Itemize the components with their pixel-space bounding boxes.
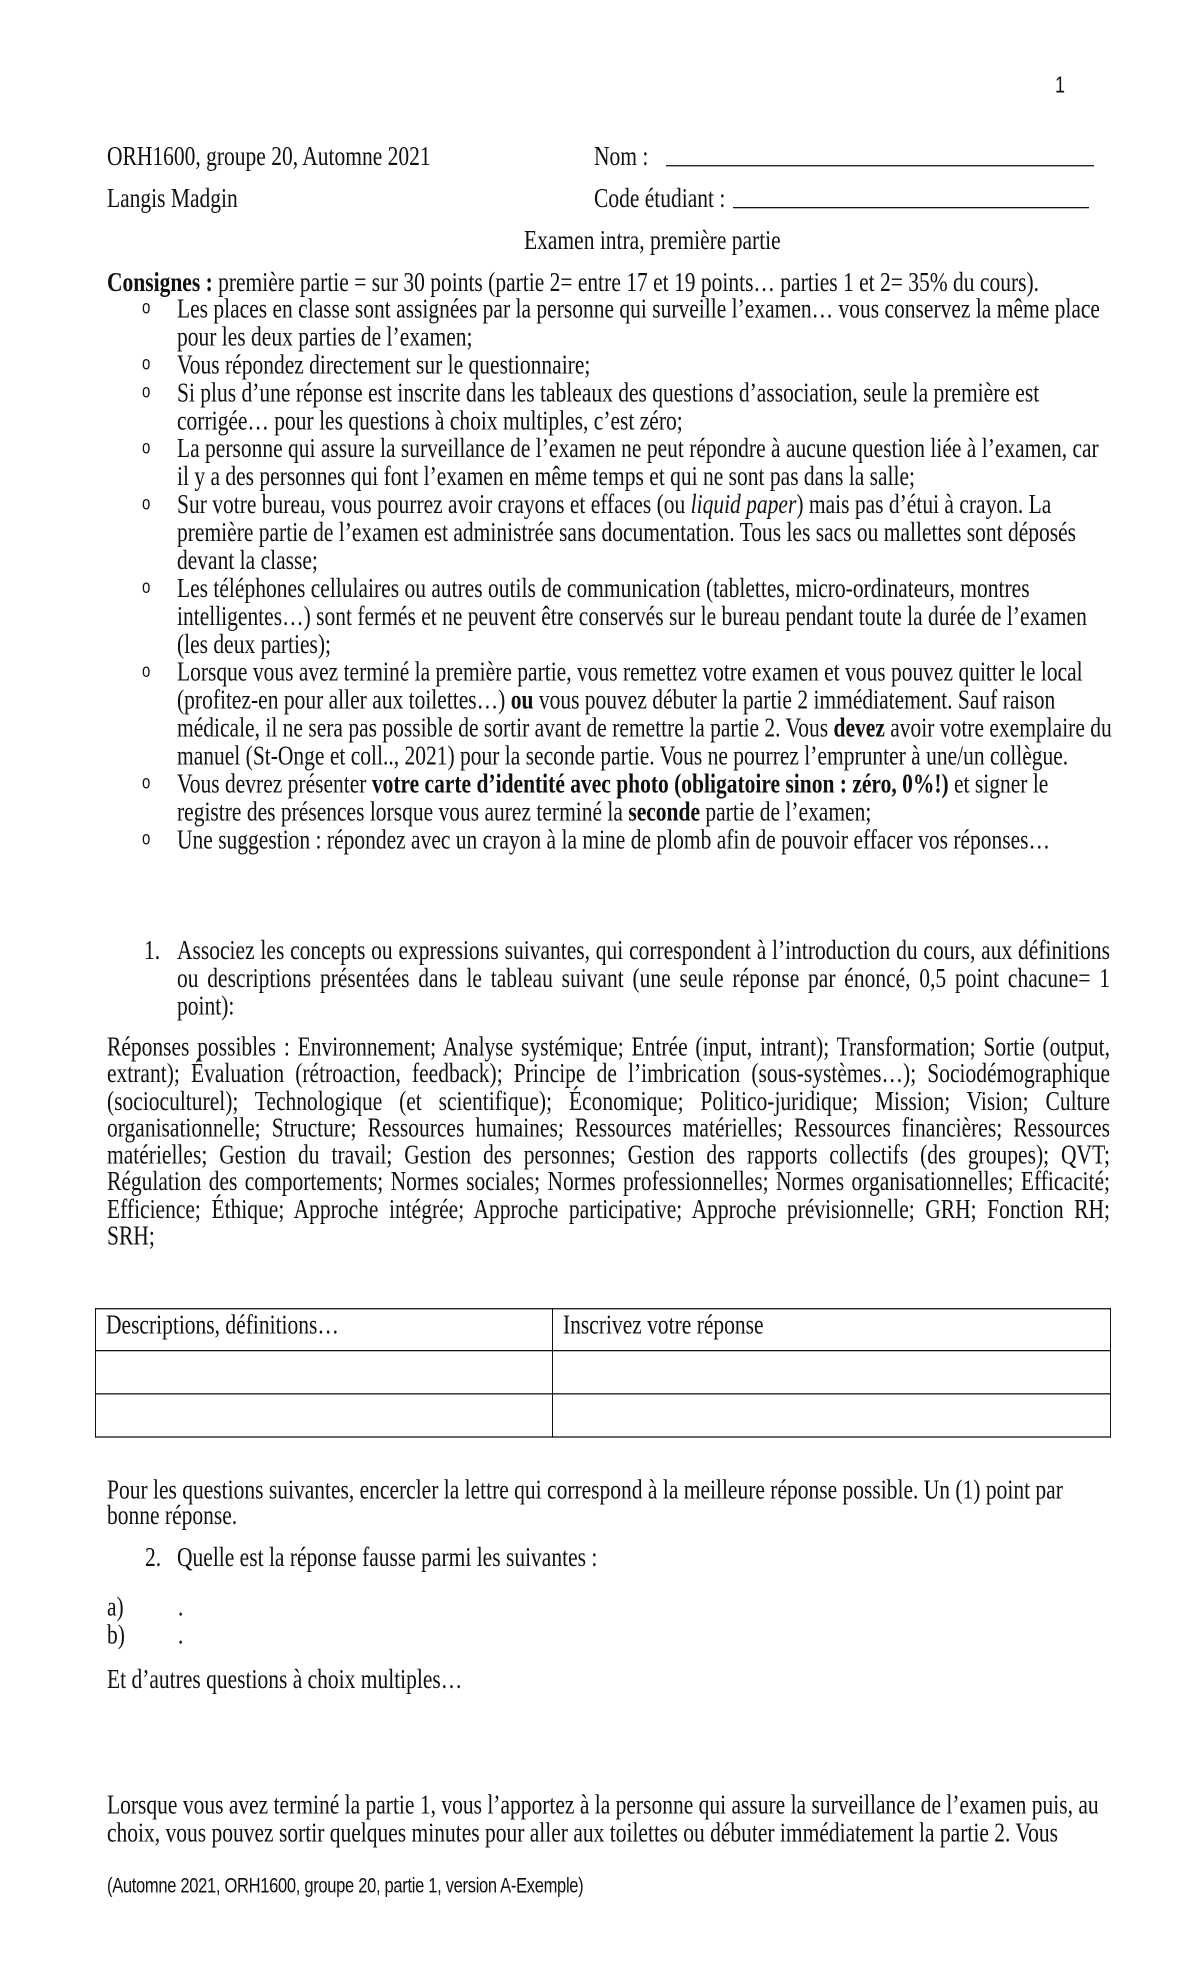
possible-answers: Réponses possibles : Environnement; Analyse systémique; Entrée (input, intrant); Transformation; Sortie (output, extrant); Évaluation (rétroaction, feedback); Principe de l’imbrication (sous-systèmes…); Sociodémographique (socioculturel); Technologique (et scientifique); Économique; Politico-juridique; Mission; Vision; Culture organisationnelle; Structure; Ressources humaines; Ressources matérielles; Ressources financières; Ressources matérielles; Gestion du travail; Gestion des personnes; Gestion des rapports collectifs (des groupes); QVT; Régulation des comportements; Normes sociales; Normes professionnelles; Normes organisationnelles; Efficacité; Efficience; Éthique; Approche intégrée; Approche participative; Approche prévisionnelle; GRH; Fonction RH; SRH; xyxy=(107,1031,1110,1252)
bullet-circle-icon: o xyxy=(142,381,151,403)
item-text: Vous devrez présenter xyxy=(177,768,372,799)
description-cell xyxy=(96,1351,553,1394)
item-text-italic: liquid paper xyxy=(690,488,797,520)
item-text-bold: devez xyxy=(833,712,885,743)
option-a-letter[interactable]: a) xyxy=(107,1591,124,1622)
more-questions: Et d’autres questions à choix multiples… xyxy=(107,1663,463,1695)
item-text: Si plus d’une réponse est inscrite dans les tableaux des questions d’association, seule la première est corrigée… pour les questions à choix multiples, c’est zéro; xyxy=(177,377,1040,436)
header-descriptions: Descriptions, définitions… xyxy=(96,1309,553,1351)
item-text: Une suggestion : répondez avec un crayon à la mine de plomb afin de pouvoir effacer vos réponses… xyxy=(177,824,1051,855)
question-2-text: Quelle est la réponse fausse parmi les suivantes : xyxy=(177,1541,598,1573)
description-cell xyxy=(96,1394,553,1437)
list-item xyxy=(142,824,1112,855)
consignes-label: Consignes : xyxy=(107,266,213,298)
table-row xyxy=(96,1394,1111,1437)
list-item xyxy=(142,572,1112,660)
item-text: La personne qui assure la surveillance de l’examen ne peut répondre à aucune question liée à l’examen, car il y a des personnes qui font l’examen en même temps et qui ne sont pas dans la salle; xyxy=(177,433,1099,492)
list-item xyxy=(142,377,1112,436)
teacher-name: Langis Madgin xyxy=(107,182,238,214)
answer-cell[interactable] xyxy=(553,1351,1111,1394)
option-b-text: . xyxy=(178,1619,184,1650)
list-item xyxy=(142,768,1112,827)
option-a-text: . xyxy=(178,1591,184,1622)
item-text-bold: votre carte d’identité avec photo (obligatoire sinon : zéro, 0%!) xyxy=(371,768,949,799)
consignes-list xyxy=(142,293,1112,855)
question-2-number: 2. xyxy=(145,1541,162,1573)
option-b-letter[interactable]: b) xyxy=(107,1619,125,1650)
item-text: partie de l’examen; xyxy=(700,796,872,827)
item-text: Vous répondez directement sur le questionnaire; xyxy=(177,349,591,380)
bullet-circle-icon: o xyxy=(142,828,151,850)
closing-text: Lorsque vous avez terminé la partie 1, vous l’apportez à la personne qui assure la surveillance de l’examen puis, au choix, vous pouvez sortir quelques minutes pour aller aux toilettes ou débuter immédiatement la partie 2. Vous xyxy=(107,1789,1099,1848)
name-field-line[interactable] xyxy=(666,165,1094,166)
bullet-circle-icon: o xyxy=(142,297,151,319)
item-text: et signer le registre des présences lorsque vous aurez terminé la xyxy=(177,768,1049,827)
list-item xyxy=(142,656,1112,771)
list-item xyxy=(142,349,1112,380)
bullet-circle-icon: o xyxy=(142,660,151,682)
page-number: 1 xyxy=(1055,72,1066,98)
question-1-text: Associez les concepts ou expressions suivantes, qui correspondent à l’introduction du cours, aux définitions ou descriptions présentées dans le tableau suivant (une seule réponse par énoncé, 0,5 point chacune= 1 point): xyxy=(177,934,1110,1022)
item-text: Lorsque vous avez terminé la première partie, vous remettez votre examen et vous pouvez quitter le local (profitez-en pour aller aux toilettes…) xyxy=(177,656,1083,716)
item-text: ) mais pas d’étui à crayon. La première partie de l’examen est administrée sans documentation. Tous les sacs ou mallettes sont déposés devant la classe; xyxy=(177,488,1077,576)
bullet-circle-icon: o xyxy=(142,353,151,375)
item-text: Les téléphones cellulaires ou autres outils de communication (tablettes, micro-ordinateurs, montres intelligentes…) sont fermés et ne peuvent être conservés sur le bureau pendant toute la durée de l’examen (les deux parties); xyxy=(177,572,1087,660)
bullet-circle-icon: o xyxy=(142,436,151,459)
item-text-bold: seconde xyxy=(628,796,700,827)
answer-table xyxy=(95,1308,1111,1438)
name-label: Nom : xyxy=(594,140,649,172)
consignes-text: première partie = sur 30 points (partie 2= entre 17 et 19 points… parties 1 et 2= 35% du cours). xyxy=(212,266,1040,298)
question-1-number: 1. xyxy=(144,934,161,966)
bullet-circle-icon: o xyxy=(142,772,151,794)
bullet-circle-icon: o xyxy=(142,576,151,599)
bullet-circle-icon: o xyxy=(142,492,151,515)
item-text: avoir votre exemplaire du manuel (St-Onge et coll.., 2021) pour la seconde partie. Vous ne pourrez l’emprunter à une/un collègue. xyxy=(177,712,1112,771)
table-row xyxy=(96,1351,1111,1394)
student-code-field-line[interactable] xyxy=(733,207,1089,208)
list-item xyxy=(142,433,1112,492)
item-text-bold: ou xyxy=(510,684,534,716)
consignes-heading xyxy=(107,268,1039,296)
mcq-instructions: Pour les questions suivantes, encercler la lettre qui correspond à la meilleure réponse possible. Un (1) point par bonne réponse. xyxy=(107,1474,1063,1531)
table-header-row xyxy=(96,1309,1111,1351)
student-code-label: Code étudiant : xyxy=(594,182,726,214)
list-item xyxy=(142,293,1112,352)
exam-title: Examen intra, première partie xyxy=(524,224,781,256)
list-item xyxy=(142,488,1112,576)
answer-cell[interactable] xyxy=(553,1394,1111,1437)
item-text: vous pouvez débuter la partie 2 immédiatement. Sauf raison médicale, il ne sera pas possible de sortir avant de remettre la partie 2. Vous xyxy=(177,684,1056,743)
item-text: Les places en classe sont assignées par la personne qui surveille l’examen… vous conservez la même place pour les deux parties de l’examen; xyxy=(177,293,1100,352)
course-info: ORH1600, groupe 20, Automne 2021 xyxy=(107,140,431,172)
item-text: Sur votre bureau, vous pourrez avoir crayons et effaces (ou xyxy=(177,488,691,520)
header-answer: Inscrivez votre réponse xyxy=(553,1309,1111,1351)
footer: (Automne 2021, ORH1600, groupe 20, partie 1, version A-Exemple) xyxy=(107,1874,584,1898)
